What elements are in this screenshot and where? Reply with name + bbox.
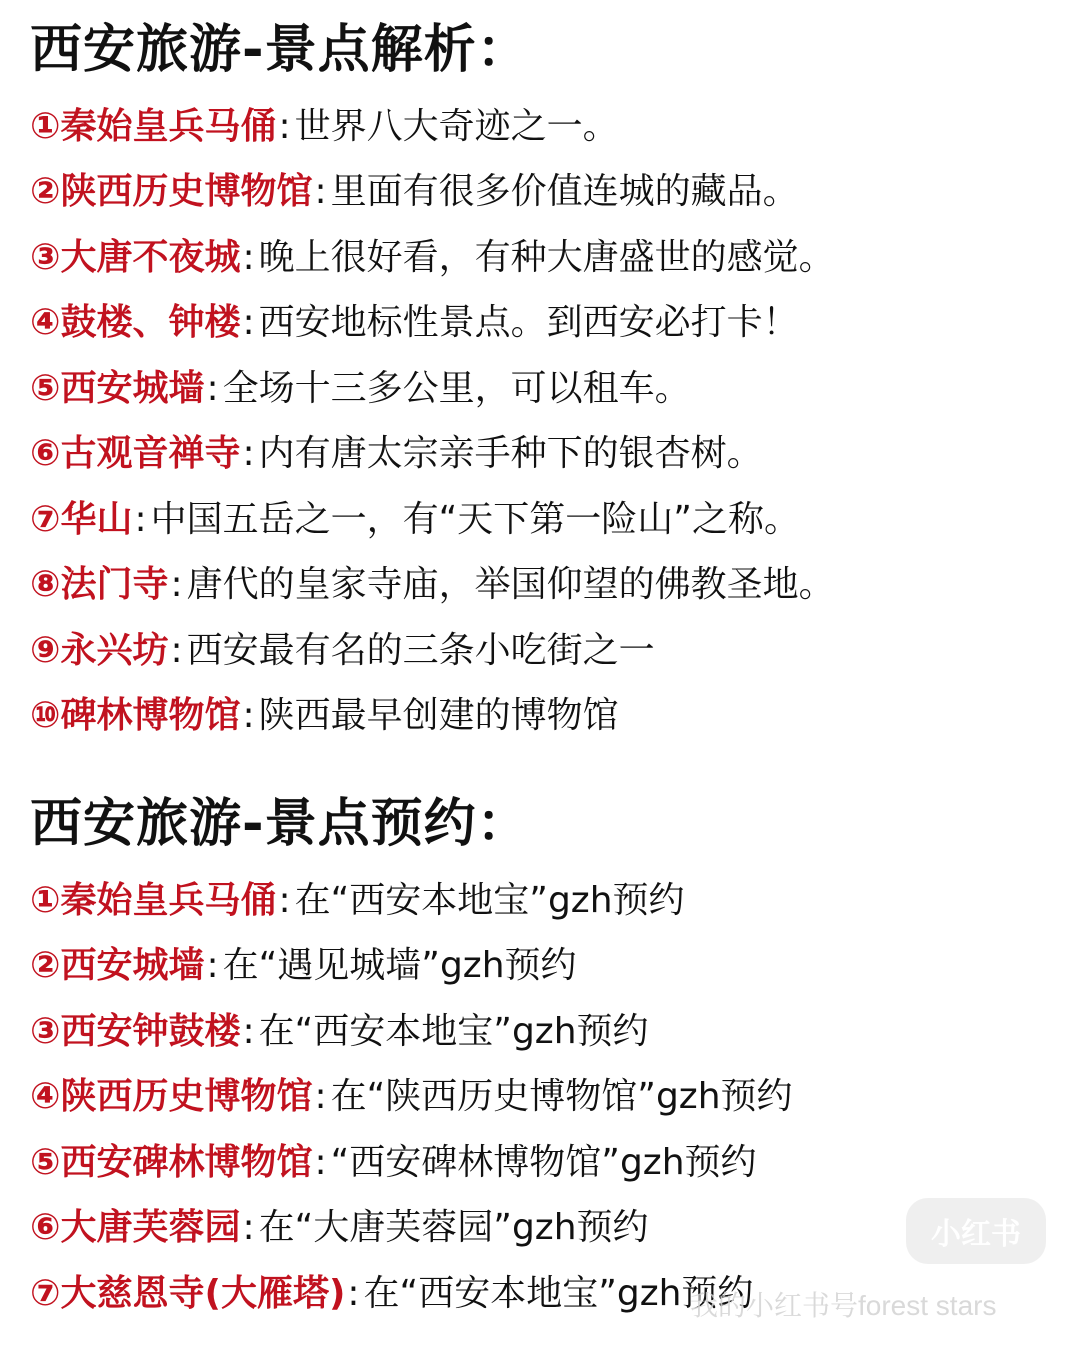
- item-name: 永兴坊: [60, 629, 169, 671]
- attraction-list: [30, 94, 1060, 749]
- item-description: 世界八大奇迹之一。: [294, 105, 619, 147]
- list-item: [30, 1065, 1060, 1131]
- item-separator: :: [242, 433, 255, 475]
- item-description: 晚上很好看，有种大唐盛世的感觉。: [258, 236, 835, 278]
- item-number: ⑤: [30, 367, 61, 409]
- list-item: [30, 618, 1060, 684]
- item-number: ⑦: [30, 1272, 61, 1314]
- item-description: 中国五岳之一，有“天下第一险山”之称。: [150, 498, 800, 540]
- item-name: 陕西历史博物馆: [60, 171, 313, 213]
- list-item: [30, 487, 1060, 553]
- item-number: ①: [30, 879, 61, 921]
- item-name: 西安城墙: [60, 945, 205, 987]
- item-separator: :: [242, 236, 255, 278]
- item-number: ⑦: [30, 498, 61, 540]
- item-separator: :: [278, 105, 291, 147]
- item-number: ⑥: [30, 433, 61, 475]
- item-name: 陕西历史博物馆: [60, 1076, 313, 1118]
- item-description: 在“西安本地宝”gzh预约: [294, 879, 685, 921]
- item-description: 唐代的皇家寺庙，举国仰望的佛教圣地。: [186, 564, 835, 606]
- item-number: ③: [30, 1010, 61, 1052]
- item-description: “西安碑林博物馆”gzh预约: [330, 1141, 757, 1183]
- item-name: 鼓楼、钟楼: [60, 302, 241, 344]
- item-number: ③: [30, 236, 61, 278]
- item-number: ②: [30, 171, 61, 213]
- item-description: 内有唐太宗亲手种下的银杏树。: [258, 433, 763, 475]
- item-separator: :: [314, 171, 327, 213]
- item-separator: :: [206, 367, 219, 409]
- item-separator: :: [314, 1076, 327, 1118]
- item-name: 秦始皇兵马俑: [60, 879, 277, 921]
- list-item: [30, 868, 1060, 934]
- item-name: 西安城墙: [60, 367, 205, 409]
- item-name: 碑林博物馆: [60, 695, 241, 737]
- item-separator: :: [242, 1010, 255, 1052]
- list-item: [30, 1130, 1060, 1196]
- list-item: [30, 999, 1060, 1065]
- item-separator: :: [347, 1272, 360, 1314]
- reservation-list: [30, 868, 1060, 1327]
- item-number: ①: [30, 105, 61, 147]
- item-name: 华山: [60, 498, 133, 540]
- item-name: 法门寺: [60, 564, 169, 606]
- item-separator: :: [242, 695, 255, 737]
- list-item: [30, 422, 1060, 488]
- item-separator: :: [134, 498, 147, 540]
- section-attractions: [30, 18, 1060, 749]
- item-description: 西安最有名的三条小吃街之一: [186, 629, 655, 671]
- item-name: 西安碑林博物馆: [60, 1141, 313, 1183]
- item-number: ⑩: [30, 695, 61, 737]
- item-separator: :: [170, 629, 183, 671]
- item-name: 西安钟鼓楼: [60, 1010, 241, 1052]
- item-description: 在“遇见城墙”gzh预约: [222, 945, 577, 987]
- item-name: 大慈恩寺(大雁塔): [60, 1272, 346, 1314]
- item-description: 在“大唐芙蓉园”gzh预约: [258, 1207, 649, 1249]
- list-item: [30, 934, 1060, 1000]
- item-number: ④: [30, 1076, 61, 1118]
- list-item: [30, 684, 1060, 750]
- item-description: 里面有很多价值连城的藏品。: [330, 171, 799, 213]
- item-name: 秦始皇兵马俑: [60, 105, 277, 147]
- item-name: 古观音禅寺: [60, 433, 241, 475]
- section-title: 西安旅游-景点解析：: [30, 20, 530, 80]
- item-name: 大唐不夜城: [60, 236, 241, 278]
- item-description: 陕西最早创建的博物馆: [258, 695, 619, 737]
- item-description: 在“西安本地宝”gzh预约: [258, 1010, 649, 1052]
- item-number: ⑤: [30, 1141, 61, 1183]
- list-item: [30, 225, 1060, 291]
- watermark-caption: 我的小红书号forest stars: [690, 1290, 997, 1321]
- list-item: [30, 94, 1060, 160]
- list-item: [30, 553, 1060, 619]
- item-name: 大唐芙蓉园: [60, 1207, 241, 1249]
- list-item: [30, 160, 1060, 226]
- item-description: 全场十三多公里，可以租车。: [222, 367, 691, 409]
- list-item: [30, 356, 1060, 422]
- list-item: [30, 291, 1060, 357]
- item-description: 西安地标性景点。到西安必打卡！: [258, 302, 799, 344]
- item-separator: :: [314, 1141, 327, 1183]
- item-number: ②: [30, 945, 61, 987]
- item-separator: :: [206, 945, 219, 987]
- item-number: ⑥: [30, 1207, 61, 1249]
- section-title: 西安旅游-景点预约：: [30, 794, 530, 854]
- item-separator: :: [278, 879, 291, 921]
- item-separator: :: [170, 564, 183, 606]
- item-description: 在“西安本地宝”gzh预约: [363, 1272, 754, 1314]
- item-description: 在“陕西历史博物馆”gzh预约: [330, 1076, 793, 1118]
- item-separator: :: [242, 1207, 255, 1249]
- item-separator: :: [242, 302, 255, 344]
- xiaohongshu-logo-watermark: 小红书: [906, 1198, 1046, 1264]
- item-number: ⑨: [30, 629, 61, 671]
- item-number: ④: [30, 302, 61, 344]
- item-number: ⑧: [30, 564, 61, 606]
